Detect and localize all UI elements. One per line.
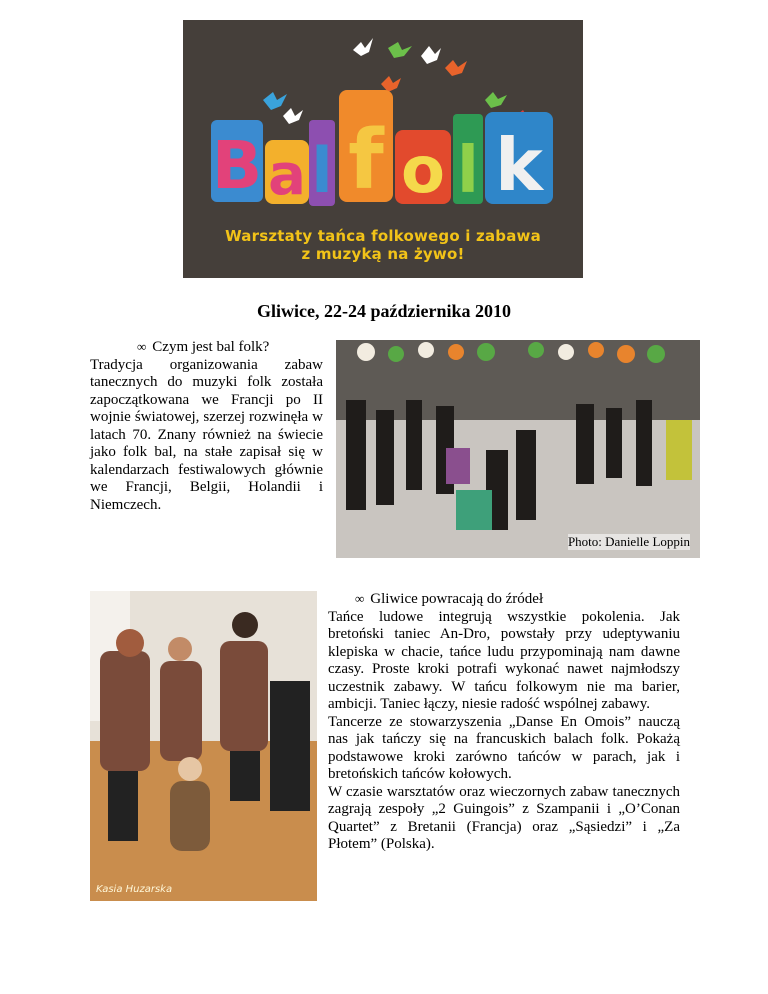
- svg-text:k: k: [495, 123, 543, 207]
- folk-dancers-photo: [90, 591, 317, 901]
- section2-heading-text: Gliwice powracają do źródeł: [370, 591, 544, 607]
- svg-text:B: B: [211, 127, 263, 204]
- section2-paragraph-3: W czasie warsztatów oraz wieczornych zabaw tanecznych zagrają zespoły „2 Guingois” z Szampanii i „O’Conan Quartet” z Bretanii (Francja) oraz „Sąsiedzi” i „Za Płotem” (Polska).: [328, 783, 680, 852]
- svg-text:l: l: [457, 134, 479, 208]
- svg-text:a: a: [268, 143, 306, 208]
- section2-paragraph-2: Tancerze ze stowarzyszenia „Danse En Omois” nauczą nas jak tańczy się na francuskich balach folk. Pokażą podstawowe kroki zarówno tańców w parach, jak i bretońskich tańców kołowych.: [328, 713, 680, 782]
- event-location-date: Gliwice, 22-24 października 2010: [257, 301, 511, 321]
- svg-text:f: f: [348, 113, 384, 208]
- section-gliwice-returns: [328, 590, 680, 854]
- section1-heading-text: Czym jest bal folk?: [152, 339, 270, 355]
- poster-subtitle-line2: z muzyką na żywo!: [301, 245, 465, 263]
- svg-text:l: l: [311, 134, 333, 207]
- section1-body: Tradycja organizowania zabaw tanecznych do muzyki folk została zapoczątkowana we Francji po II wojnie światowej, szerzej rozwinęła w latach 70. Znany również na świecie jako folk bal, na stałe zapisał się w kalendarzach festiwalowych głównie we Francji, Belgii, Holandii i Niemczech.: [90, 356, 323, 513]
- photo-credit: Photo: Danielle Loppin: [567, 534, 690, 549]
- balfolk-poster: [183, 20, 583, 278]
- infinity-bullet-icon: ∞: [137, 339, 147, 354]
- svg-text:o: o: [401, 134, 445, 208]
- infinity-bullet-icon: ∞: [355, 591, 365, 606]
- folk-dancers-photo-image: [90, 591, 317, 901]
- dance-hall-photo: [336, 340, 700, 558]
- section2-paragraph-1: Tańce ludowe integrują wszystkie pokolenia. Jak bretoński taniec An-Dro, powstały przy udeptywaniu klepiska w chacie, tańce ludu przypominają nam dawne czasy. Proste kroki potrafi wykonać nawet najmłodszy uczestnik zabawy. W tańcu folkowym nie ma barier, ambicji. Taniec łączy, niesie radość wspólnej zabawy.: [328, 608, 680, 712]
- poster-subtitle-line1: Warsztaty tańca folkowego i zabawa: [225, 227, 541, 245]
- section-what-is-balfolk: [90, 338, 323, 514]
- section2-heading: [328, 590, 680, 609]
- balfolk-logo-letters: [211, 90, 553, 208]
- section1-heading: [90, 338, 323, 357]
- dance-hall-photo-image: [336, 340, 700, 558]
- photographer-signature: Kasia Huzarska: [96, 884, 173, 895]
